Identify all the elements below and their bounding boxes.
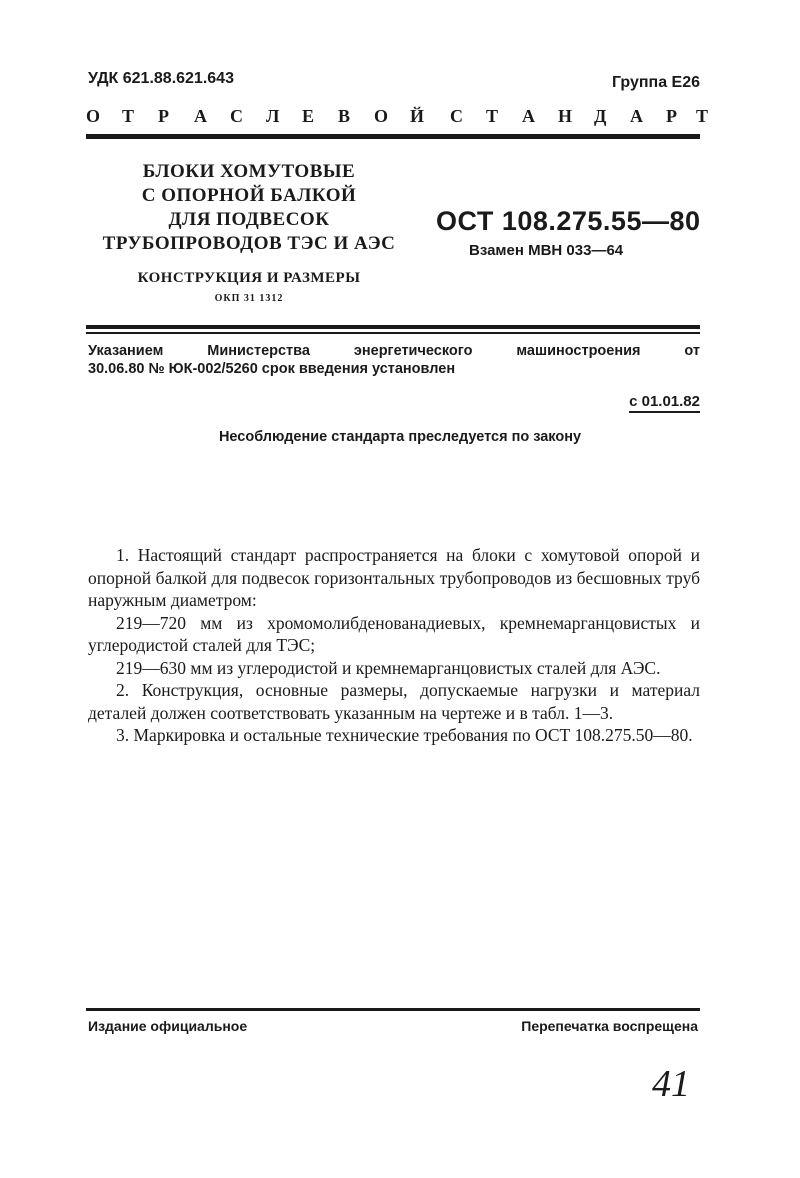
standard-code: ОСТ 108.275.55—80 <box>436 206 701 236</box>
legal-warning: Несоблюдение стандарта преследуется по закону <box>218 429 582 445</box>
page-number: 41 <box>652 1063 690 1105</box>
body-text <box>88 544 700 747</box>
mid-rule-thick <box>86 325 700 329</box>
banner-letter: Д <box>594 106 607 126</box>
clause-1: 1. Настоящий стандарт распространяется на блоки с хомутовой опорой и опорной балкой для подвесок горизонтальных трубопроводов из бесшовных труб наружным диаметром: <box>88 545 700 610</box>
banner-letter: Т <box>696 106 709 126</box>
title-block <box>84 160 414 304</box>
banner-letter: А <box>522 106 535 126</box>
banner-letter: О <box>374 106 389 126</box>
industry-standard-banner <box>86 106 709 134</box>
udk-code: УДК 621.88.621.643 <box>88 70 234 87</box>
banner-letter: А <box>630 106 643 126</box>
effective-date: с 01.01.82 <box>629 393 700 413</box>
mid-rule-thin <box>86 332 700 334</box>
directive-text <box>88 342 700 378</box>
banner-letter: Е <box>302 106 315 126</box>
banner-letter: А <box>194 106 207 126</box>
top-rule <box>86 134 700 139</box>
title-line-4: ТРУБОПРОВОДОВ ТЭС И АЭС <box>102 233 396 254</box>
reprint-note: Перепечатка воспрещена <box>521 1018 698 1034</box>
clause-1-item-a: 219—720 мм из хромомолибденованадиевых, кремнемарганцовистых и углеродистой сталей для ТЭС; <box>88 612 700 655</box>
banner-letter: О <box>86 106 101 126</box>
title-line-2: С ОПОРНОЙ БАЛКОЙ <box>141 185 357 206</box>
title-line-1: БЛОКИ ХОМУТОВЫЕ <box>142 161 356 182</box>
edition-note: Издание официальное <box>88 1018 248 1034</box>
clause-3: 3. Маркировка и остальные технические требования по ОСТ 108.275.50—80. <box>116 725 693 745</box>
subtitle: КОНСТРУКЦИЯ И РАЗМЕРЫ <box>137 270 361 286</box>
banner-letter: Т <box>122 106 135 126</box>
title-line-3: ДЛЯ ПОДВЕСОК <box>168 209 330 230</box>
banner-letter: Т <box>486 106 499 126</box>
banner-letter: Й <box>410 106 425 126</box>
banner-letter: Л <box>266 106 280 126</box>
banner-letter: Н <box>558 106 573 126</box>
directive-line-2: 30.06.80 № ЮК-002/5260 срок введения установлен <box>88 361 456 377</box>
clause-2: 2. Конструкция, основные размеры, допускаемые нагрузки и материал деталей должен соответствовать указанным на чертеже и в табл. 1—3. <box>88 680 700 723</box>
banner-letter: Р <box>666 106 677 126</box>
okp-code: ОКП 31 1312 <box>214 293 284 304</box>
directive-line-1: Указанием Министерства энергетического машиностроения от <box>88 343 700 359</box>
replaces-note: Взамен МВН 033—64 <box>469 242 624 259</box>
group-code: Группа Е26 <box>611 74 700 91</box>
banner-letter: В <box>338 106 351 126</box>
banner-letter: С <box>230 106 243 126</box>
banner-letter: Р <box>158 106 169 126</box>
banner-letter: С <box>450 106 463 126</box>
clause-1-item-b: 219—630 мм из углеродистой и кремнемарганцовистых сталей для АЭС. <box>116 657 661 678</box>
footer-rule <box>86 1008 700 1011</box>
